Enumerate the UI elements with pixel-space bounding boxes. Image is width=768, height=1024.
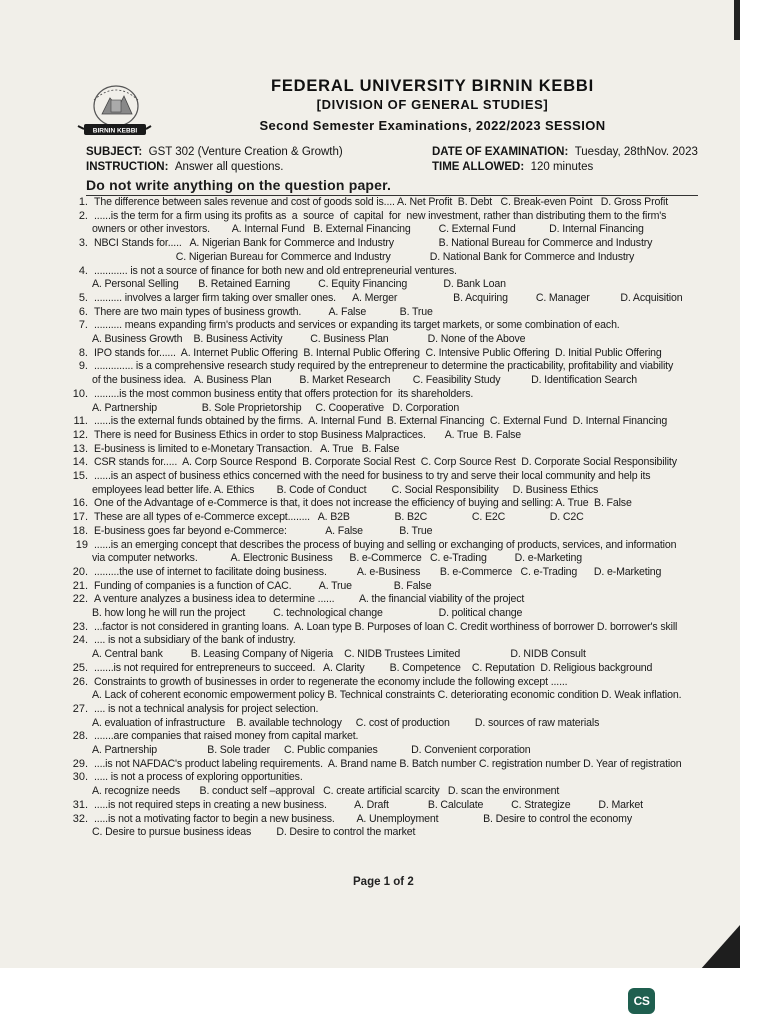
question-text: One of the Advantage of e-Commerce is that, it does not increase the efficiency of buying and selling: A. True B. False — [94, 497, 632, 510]
question-number: 19 — [75, 538, 88, 551]
question-options: owners or other investors. A. Internal Fund B. External Financing C. External Fund D. Internal Financing — [92, 223, 644, 236]
exam-session: Second Semester Examinations, 2022/2023 SESSION — [259, 118, 606, 133]
question-number: 3. — [78, 237, 88, 250]
no-writing-warning: Do not write anything on the question paper. — [86, 177, 392, 193]
question-options: A. recognize needs B. conduct self –approval C. create artificial scarcity D. scan the environment — [92, 785, 560, 798]
question-text: .........the use of internet to facilitate doing business. A. e-Business B. e-Commerce C. e-Trading D. e-Marketing — [94, 565, 662, 578]
question-text: ............ is not a source of finance for both new and old entrepreneurial ventures. — [94, 264, 457, 277]
question-text: ...factor is not considered in granting loans. A. Loan type B. Purposes of loan C. Credit worthiness of borrower D. borrower's skill — [94, 620, 678, 633]
question-number: 9. — [78, 360, 88, 373]
question-options: of the business idea. A. Business Plan B. Market Research C. Feasibility Study D. Identification Search — [92, 374, 638, 387]
question-text: The difference between sales revenue and cost of goods sold is.... A. Net Profit B. Debt C. Break-even Point D. Gross Profit — [94, 196, 668, 208]
question-number: 29. — [72, 757, 88, 770]
question-number: 4. — [78, 264, 88, 277]
question-text: .......are companies that raised money from capital market. — [94, 730, 359, 743]
question-number: 22. — [72, 593, 88, 606]
question-number: 28. — [72, 730, 88, 743]
question-text: E-business is limited to e-Monetary Transaction. A. True B. False — [94, 442, 400, 455]
question-text: ......is the term for a firm using its profits as a source of capital for new investment, rather than distributing them to the firm's — [94, 209, 667, 222]
camscanner-badge: CS — [628, 988, 655, 1014]
question-number: 21. — [72, 579, 88, 592]
question-text: Funding of companies is a function of CAC. A. True B. False — [94, 579, 432, 592]
question-options: via computer networks. A. Electronic Business B. e-Commerce C. e-Trading D. e-Marketing — [92, 552, 582, 565]
question-text: .........is the most common business entity that offers protection for its shareholders. — [94, 387, 474, 400]
question-options: A. Business Growth B. Business Activity C. Business Plan D. None of the Above — [92, 333, 526, 345]
question-options: C. Desire to pursue business ideas D. Desire to control the market — [92, 826, 416, 839]
paper-edge-shadow — [734, 0, 740, 40]
question-number: 15. — [72, 470, 88, 482]
question-number: 26. — [72, 675, 88, 688]
question-number: 14. — [72, 456, 88, 469]
question-text: .....is not a motivating factor to begin a new business. A. Unemployment B. Desire to control the economy — [94, 812, 632, 825]
question-number: 6. — [78, 305, 88, 318]
question-number: 32. — [72, 812, 88, 825]
question-text: .... is not a technical analysis for project selection. — [94, 702, 319, 715]
question-options: A. Central bank B. Leasing Company of Nigeria C. NIDB Trustees Limited D. NIDB Consult — [92, 648, 586, 661]
instruction-line: INSTRUCTION: Answer all questions. — [86, 161, 284, 173]
university-name: FEDERAL UNIVERSITY BIRNIN KEBBI — [270, 77, 595, 95]
question-number: 7. — [78, 319, 88, 332]
question-text: .... is not a subsidiary of the bank of industry. — [94, 634, 296, 647]
question-text: These are all types of e-Commerce except........ A. B2B B. B2C C. E2C D. C2C — [94, 511, 584, 524]
question-number: 12. — [72, 428, 88, 441]
question-text: .......... means expanding firm's products and services or expanding its target markets, or some combination of each. — [94, 319, 620, 332]
university-crest-logo — [76, 80, 152, 148]
question-number: 8. — [78, 346, 88, 359]
time-allowed-line: TIME ALLOWED: 120 minutes — [432, 161, 594, 173]
question-number: 13. — [72, 442, 88, 455]
question-text: .......... involves a larger firm taking over smaller ones. A. Merger B. Acquiring C. Manager D. Acquisition — [94, 291, 683, 304]
question-text: A venture analyzes a business idea to determine ...... A. the financial viability of the project — [94, 593, 525, 606]
svg-text:BIRNIN KEBBI: BIRNIN KEBBI — [92, 127, 138, 135]
question-text: ..... is not a process of exploring opportunities. — [94, 771, 303, 784]
question-text: NBCI Stands for..... A. Nigerian Bank for Commerce and Industry B. National Bureau for Commerce and Industry — [94, 237, 653, 250]
question-options: A. Partnership B. Sole Proprietorship C. Cooperative D. Corporation — [92, 401, 460, 414]
question-options: B. how long he will run the project C. technological change D. political change — [92, 607, 523, 619]
question-text: ......is an aspect of business ethics concerned with the need for business to try and serve their local community and help its — [94, 470, 651, 482]
question-text: Constraints to growth of businesses in order to regenerate the economy include the following except ...... — [94, 675, 568, 688]
question-options: C. Nigerian Bureau for Commerce and Industry D. National Bank for Commerce and Industry — [92, 250, 635, 263]
question-options: A. Partnership B. Sole trader C. Public companies D. Convenient corporation — [92, 744, 531, 756]
question-text: There are two main types of business growth. A. False B. True — [94, 305, 433, 318]
question-options: A. Personal Selling B. Retained Earning C. Equity Financing D. Bank Loan — [92, 278, 506, 291]
question-options: A. Lack of coherent economic empowerment policy B. Technical constraints C. deteriorating economic condition D. Weak inflation. — [92, 689, 682, 702]
question-number: 24. — [72, 634, 88, 647]
question-number: 25. — [72, 661, 88, 674]
question-number: 2. — [78, 209, 88, 222]
question-number: 5. — [78, 291, 88, 304]
question-text: ....is not NAFDAC's product labeling requirements. A. Brand name B. Batch number C. registration number D. Year of registration — [94, 757, 682, 770]
question-text: CSR stands for..... A. Corp Source Respond B. Corporate Social Rest C. Corp Source Rest D. Corporate Social Responsibility — [94, 456, 677, 469]
question-number: 16. — [72, 497, 88, 510]
division-name: [DIVISION OF GENERAL STUDIES] — [316, 97, 549, 112]
question-options: employees lead better life. A. Ethics B. Code of Conduct C. Social Responsibility D. Business Ethics — [92, 483, 599, 496]
question-number: 10. — [72, 387, 88, 400]
question-number: 18. — [72, 524, 88, 537]
question-text: E-business goes far beyond e-Commerce: A. False B. True — [94, 524, 433, 537]
question-number: 27. — [72, 702, 88, 715]
question-text: .....is not required steps in creating a new business. A. Draft B. Calculate C. Strategize D. Market — [94, 798, 643, 811]
question-number: 17. — [72, 511, 88, 524]
question-number: 1. — [78, 196, 88, 208]
curled-corner-shadow — [700, 925, 740, 968]
question-text: ......is an emerging concept that describes the process of buying and selling or exchanging of products, services, and information — [94, 538, 677, 551]
question-number: 23. — [72, 620, 88, 633]
question-text: .......is not required for entrepreneurs to succeed. A. Clarity B. Competence C. Reputation D. Religious background — [94, 661, 653, 674]
question-text: ......is the external funds obtained by the firms. A. Internal Fund B. External Financing C. External Fund D. Internal Financing — [94, 415, 668, 428]
question-number: 11. — [73, 415, 88, 428]
question-text: .............. is a comprehensive research study required by the entrepreneur to determine the practicability, profitability and viability — [94, 360, 674, 373]
question-text: There is need for Business Ethics in order to stop Business Malpractices. A. True B. False — [94, 428, 522, 441]
question-number: 31. — [72, 798, 88, 811]
page-number: Page 1 of 2 — [353, 876, 414, 888]
question-number: 20. — [72, 565, 88, 578]
subject-line: SUBJECT: GST 302 (Venture Creation & Growth) — [86, 146, 343, 158]
question-text: IPO stands for...... A. Internet Public Offering B. Internal Public Offering C. Intensive Public Offering D. Initial Public Offering — [94, 346, 662, 359]
question-number: 30. — [72, 771, 88, 784]
question-options: A. evaluation of infrastructure B. available technology C. cost of production D. sources of raw materials — [92, 716, 600, 729]
exam-date-line: DATE OF EXAMINATION: Tuesday, 28thNov. 2023 — [432, 146, 698, 158]
